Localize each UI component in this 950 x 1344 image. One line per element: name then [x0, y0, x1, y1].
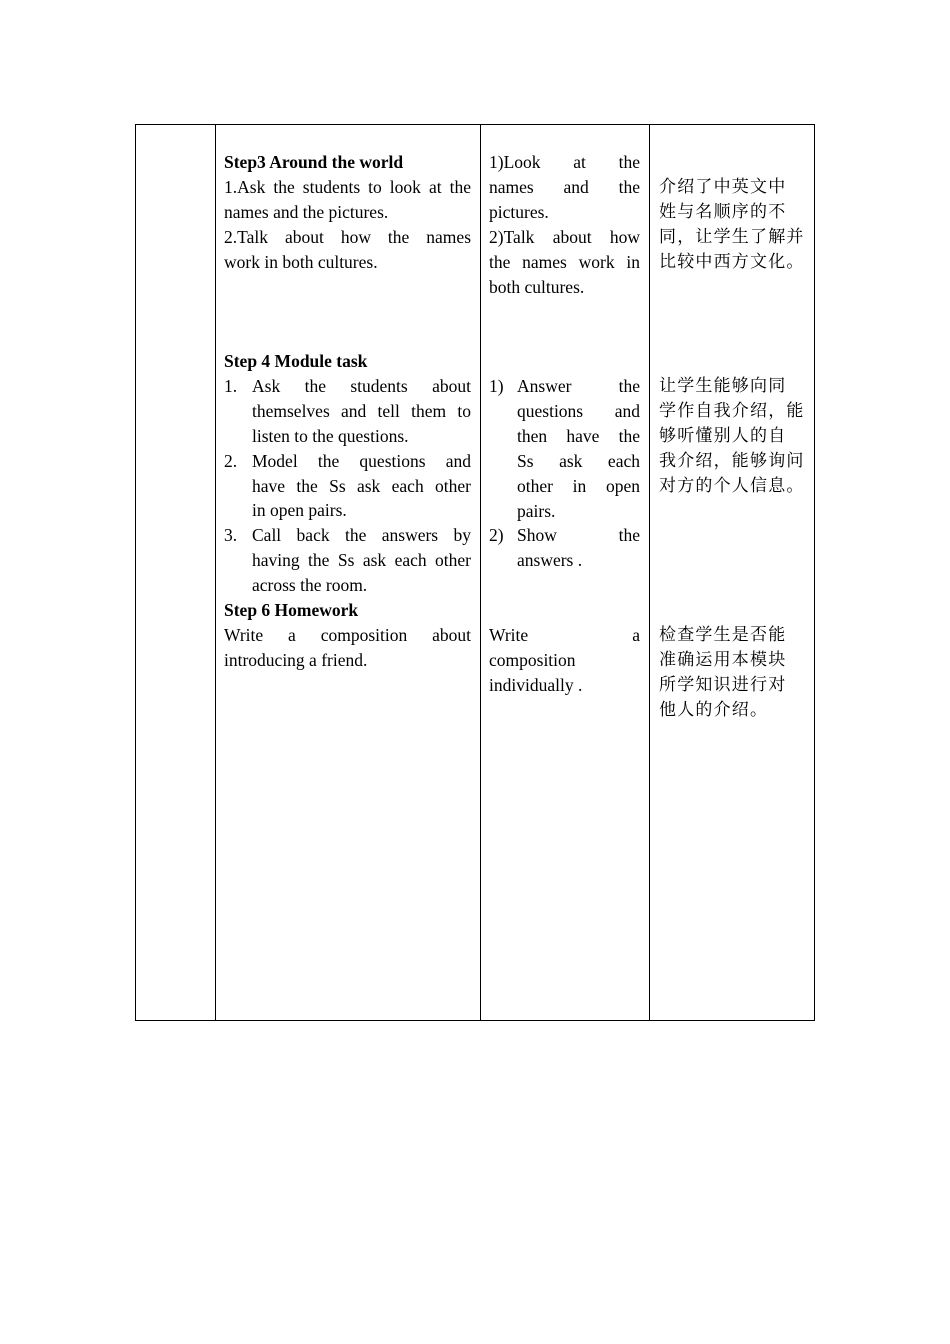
student-line: 1)Look at the: [489, 152, 640, 172]
column-divider: [215, 125, 216, 1020]
student-line: composition: [489, 649, 576, 670]
purpose-line: 检查学生是否能: [659, 625, 787, 645]
list-line: Show the: [517, 525, 640, 546]
step6-title: Step 6 Homework: [224, 600, 359, 621]
list-line: themselves and tell them to: [252, 400, 471, 421]
step6-line: introducing a friend.: [224, 649, 368, 670]
list-number: 3.: [224, 525, 238, 546]
student-line: both cultures.: [489, 276, 585, 297]
list-item: [489, 523, 640, 573]
column-divider: [649, 125, 650, 1020]
student-line: the names work in: [489, 251, 640, 272]
student-line: names and the: [489, 176, 640, 197]
step3-line: names and the pictures.: [224, 201, 389, 222]
purpose-line: 所学知识进行对: [659, 674, 787, 695]
list-line: Answer the: [517, 376, 640, 396]
list-line: questions and: [517, 400, 640, 421]
list-line: answers .: [517, 550, 583, 571]
purpose-line: 学作自我介绍，能: [659, 400, 805, 421]
purpose-line: 够听懂别人的自: [659, 425, 787, 446]
list-line: pairs.: [517, 500, 556, 521]
step3-line: 1.Ask the students to look at the: [224, 176, 471, 197]
purpose-line: 同，让学生了解并: [659, 226, 805, 247]
step6-line: Write a composition about: [224, 624, 471, 645]
list-line: listen to the questions.: [252, 425, 409, 446]
list-line: other in open: [517, 475, 640, 496]
purpose-line: 介绍了中英文中: [659, 177, 787, 197]
student-line: individually .: [489, 674, 583, 695]
step3-title: Step3 Around the world: [224, 152, 404, 172]
list-number: 2): [489, 525, 504, 546]
purpose-line: 他人的介绍。: [659, 699, 769, 720]
step3-line: 2.Talk about how the names: [224, 226, 471, 247]
list-line: Ask the students about: [252, 375, 471, 396]
student-activity-step4: [489, 374, 640, 573]
purpose-line: 比较中西方文化。: [659, 251, 805, 272]
list-line: Model the questions and: [252, 450, 471, 471]
list-item: [224, 523, 471, 598]
list-line: in open pairs.: [252, 500, 347, 521]
list-line: Call back the answers by: [252, 525, 471, 546]
teacher-activity-step3: [224, 150, 471, 275]
list-item: [224, 449, 471, 524]
list-number: 1): [489, 376, 504, 396]
student-line: Write a: [489, 625, 640, 645]
list-line: Ss ask each: [517, 450, 640, 471]
column-divider: [480, 125, 481, 1020]
list-number: 2.: [224, 450, 238, 471]
purpose-line: 我介绍，能够询问: [659, 450, 805, 471]
list-line: having the Ss ask each other: [252, 550, 471, 571]
purpose-line: 姓与名顺序的不: [659, 201, 787, 222]
list-item: [489, 374, 640, 523]
student-activity-step3: [489, 150, 640, 299]
student-line: pictures.: [489, 201, 549, 222]
purpose-line: 准确运用本模块: [659, 649, 787, 670]
purpose-step6: [659, 623, 806, 723]
purpose-line: 对方的个人信息。: [659, 475, 805, 496]
purpose-line: 让学生能够向同: [659, 376, 787, 396]
list-line: then have the: [517, 425, 640, 446]
list-item: [224, 374, 471, 449]
purpose-step3: [659, 175, 806, 275]
student-activity-step6: [489, 623, 640, 698]
list-line: across the room.: [252, 575, 368, 596]
student-line: 2)Talk about how: [489, 226, 640, 247]
step4-title: Step 4 Module task: [224, 351, 368, 371]
step3-line: work in both cultures.: [224, 251, 378, 272]
list-number: 1.: [224, 375, 238, 396]
list-line: have the Ss ask each other: [252, 475, 471, 496]
purpose-step4: [659, 374, 806, 499]
teacher-activity-step4: [224, 349, 471, 673]
